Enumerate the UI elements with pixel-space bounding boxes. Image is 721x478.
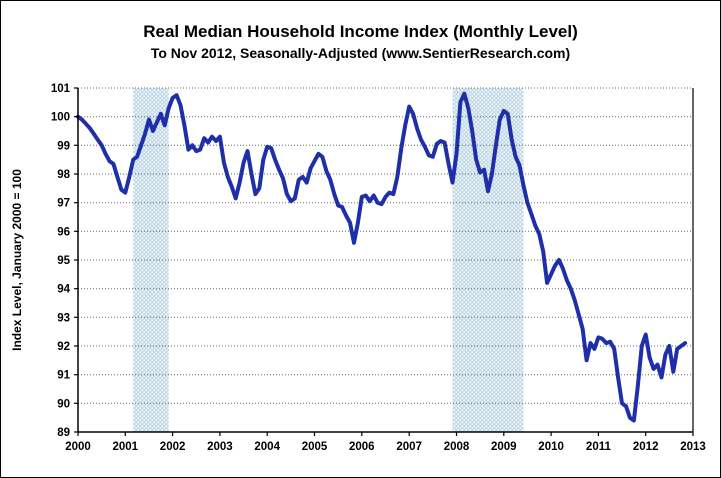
y-tick-label: 99 (57, 140, 70, 153)
y-axis-title: Index Level, January 2000 = 100 (10, 169, 24, 351)
x-tick-label: 2006 (349, 441, 375, 453)
x-tick-label: 2001 (112, 441, 139, 453)
x-tick-label: 2005 (301, 441, 328, 453)
y-tick-label: 98 (57, 169, 70, 181)
x-tick-label: 2011 (585, 441, 611, 453)
y-tick-label: 94 (57, 283, 70, 296)
y-tick-label: 91 (57, 369, 70, 382)
income-line (78, 94, 685, 421)
x-tick-label: 2012 (632, 441, 659, 453)
x-tick-label: 2003 (207, 441, 233, 453)
income-line-chart (1, 1, 721, 478)
x-tick-label: 2013 (680, 441, 706, 453)
y-tick-label: 93 (57, 312, 70, 325)
y-tick-label: 89 (57, 427, 70, 439)
y-tick-label: 97 (57, 197, 70, 210)
x-tick-label: 2008 (443, 441, 470, 453)
y-tick-label: 95 (57, 255, 70, 267)
x-tick-label: 2004 (254, 441, 280, 453)
x-tick-label: 2009 (491, 441, 517, 453)
x-tick-label: 2002 (159, 441, 186, 453)
chart-subtitle: To Nov 2012, Seasonally-Adjusted (www.SentierResearch.com) (150, 45, 571, 61)
x-tick-label: 2010 (538, 441, 564, 453)
x-tick-label: 2000 (65, 441, 91, 453)
x-tick-label: 2007 (396, 441, 422, 453)
y-tick-label: 92 (57, 341, 70, 353)
y-tick-label: 96 (57, 226, 70, 239)
y-tick-label: 101 (50, 83, 70, 95)
chart-title: Real Median Household Income Index (Monthly Level) (143, 22, 578, 41)
y-tick-label: 90 (57, 398, 70, 411)
y-tick-label: 100 (50, 111, 70, 124)
